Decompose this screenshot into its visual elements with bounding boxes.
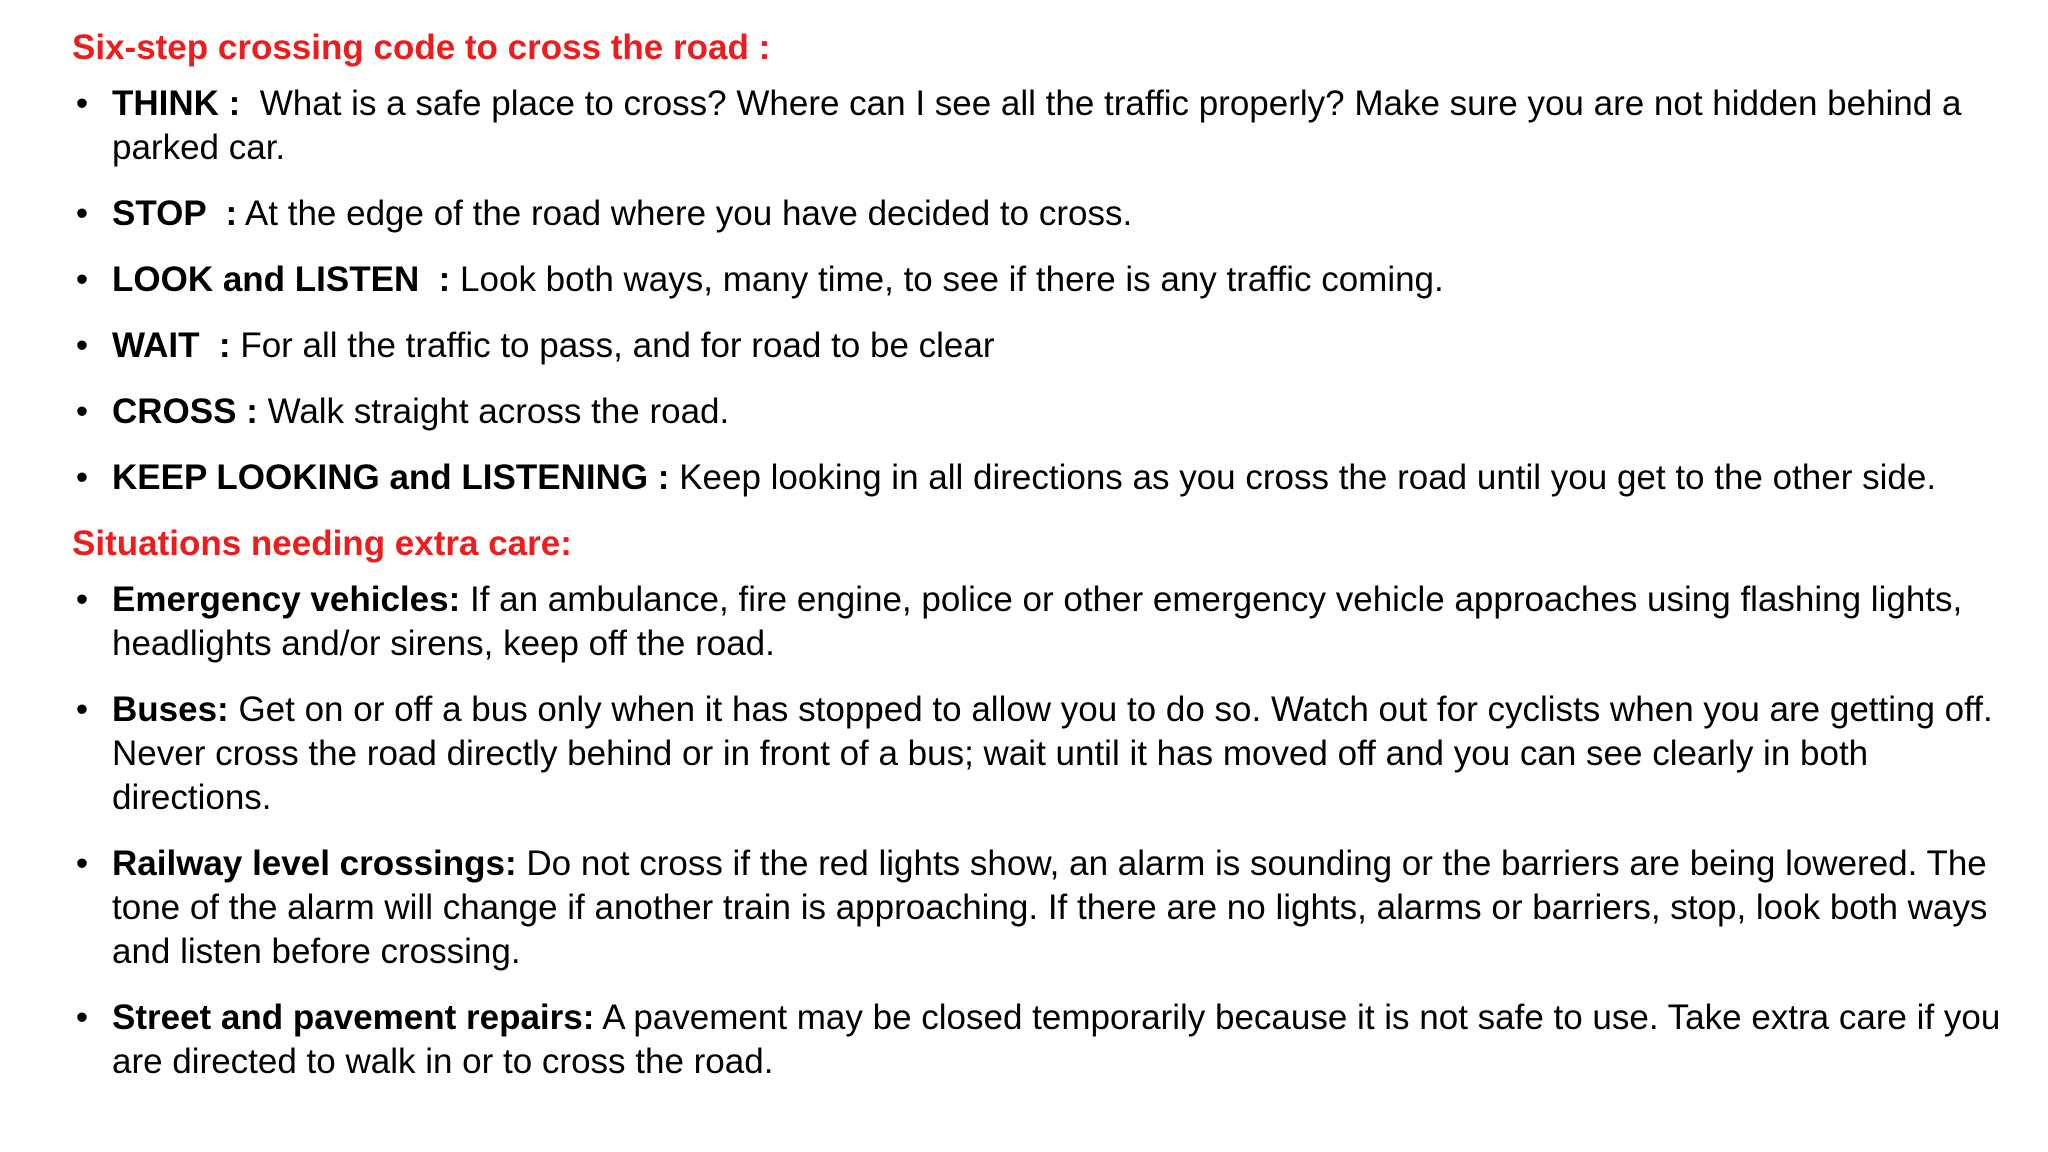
item-term: LOOK and LISTEN :	[112, 260, 451, 299]
section-heading-extra-care: Situations needing extra care:	[72, 524, 572, 563]
item-term: Street and pavement repairs:	[112, 998, 595, 1037]
item-text: For all the traffic to pass, and for road to be clear	[230, 326, 995, 365]
item-term: Railway level crossings:	[112, 844, 517, 883]
bullet-icon: •	[75, 194, 89, 233]
item-text: Look both ways, many time, to see if there is any traffic coming.	[450, 260, 1444, 299]
crossing-code-list	[72, 82, 1992, 500]
bullet-icon: •	[75, 392, 89, 431]
list-item	[72, 688, 2012, 820]
bullet-icon: •	[75, 998, 89, 1037]
bullet-icon: •	[75, 84, 89, 123]
list-item	[72, 258, 2012, 302]
item-term: CROSS :	[112, 392, 258, 431]
section-heading-crossing-code: Six-step crossing code to cross the road :	[72, 28, 771, 67]
item-term: Emergency vehicles:	[112, 580, 461, 619]
list-item	[72, 82, 2012, 170]
bullet-icon: •	[75, 690, 89, 729]
list-item	[72, 390, 2012, 434]
item-term: Buses:	[112, 690, 229, 729]
item-text: Do not cross if the red lights show, an alarm is sounding or the barriers are being lowered. The tone of the alarm will change if another train is approaching. If there are no lights, alarms or barriers, stop, look both ways and listen before crossing.	[112, 844, 1988, 971]
item-text: Get on or off a bus only when it has stopped to allow you to do so. Watch out for cyclists when you are getting off. Never cross the road directly behind or in front of a bus; wait until it has moved off and you can see clearly in both directions.	[112, 690, 1993, 817]
bullet-icon: •	[75, 260, 89, 299]
item-term: WAIT :	[112, 326, 231, 365]
bullet-icon: •	[75, 326, 89, 365]
list-item	[72, 996, 2012, 1084]
item-text: Walk straight across the road.	[257, 392, 730, 431]
item-term: THINK :	[112, 84, 241, 123]
item-text: At the edge of the road where you have decided to cross.	[237, 194, 1133, 233]
bullet-icon: •	[75, 844, 89, 883]
list-item	[72, 324, 2012, 368]
item-text: Keep looking in all directions as you cross the road until you get to the other side.	[669, 458, 1937, 497]
list-item	[72, 456, 2012, 500]
item-term: KEEP LOOKING and LISTENING :	[112, 458, 670, 497]
bullet-icon: •	[75, 580, 89, 619]
list-item	[72, 842, 2012, 974]
extra-care-list	[72, 578, 2001, 1084]
bullet-icon: •	[75, 458, 89, 497]
slide-content	[72, 26, 2001, 1106]
item-text: What is a safe place to cross? Where can I see all the traffic properly? Make sure you are not hidden behind a parked car.	[112, 84, 1972, 167]
item-term: STOP :	[112, 194, 238, 233]
item-text: If an ambulance, fire engine, police or other emergency vehicle approaches using flashing lights, headlights and/or sirens, keep off the road.	[112, 580, 1963, 663]
item-text: A pavement may be closed temporarily because it is not safe to use. Take extra care if you are directed to walk in or to cross the road.	[112, 998, 2001, 1081]
list-item	[72, 578, 2012, 666]
list-item	[72, 192, 2012, 236]
